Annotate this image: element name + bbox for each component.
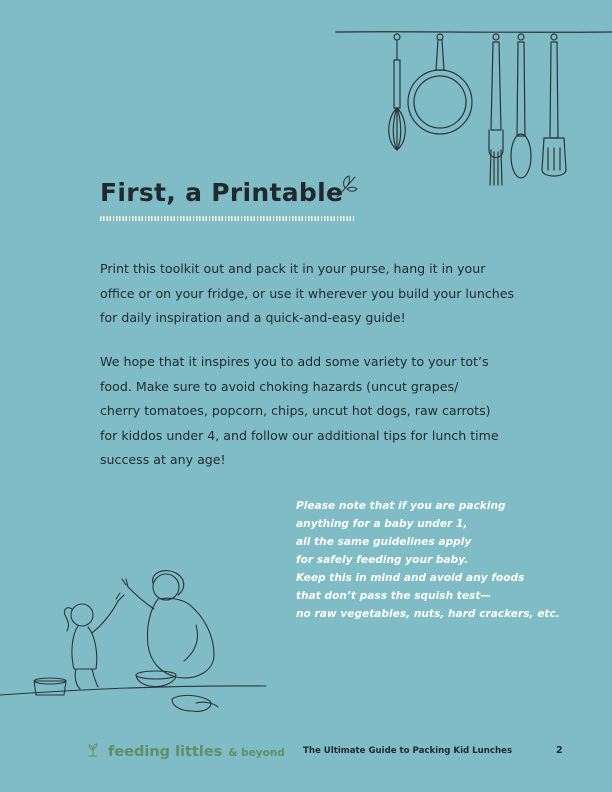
note-line: for safely feeding your baby. (296, 554, 469, 566)
paragraph-line: food. Make sure to avoid choking hazards (uncut grapes/ (100, 378, 459, 394)
footer-brand (86, 742, 285, 762)
page-title: First, a Printable (100, 178, 344, 207)
safety-paragraph (100, 350, 520, 473)
note-line: all the same guidelines apply (296, 536, 472, 548)
leaf-icon (334, 174, 358, 200)
page-number: 2 (556, 745, 563, 756)
note-line: no raw vegetables, nuts, hard crackers, etc. (296, 608, 560, 620)
note-line: anything for a baby under 1, (296, 518, 468, 530)
paragraph-line: Print this toolkit out and pack it in your purse, hang it in your (100, 261, 486, 276)
paragraph-line: success at any age! (100, 452, 226, 468)
sprout-logo-icon (86, 743, 100, 757)
footer-document-title: The Ultimate Guide to Packing Kid Lunches (303, 746, 513, 756)
baby-note (296, 497, 560, 623)
note-line: Please note that if you are packing (296, 500, 506, 512)
brand-name: feeding littles (108, 744, 223, 760)
parent-child-high-five-illustration (0, 565, 270, 725)
paragraph-line: We hope that it inspires you to add some variety to your tot’s (100, 354, 489, 369)
paragraph-line: cherry tomatoes, popcorn, chips, uncut hot dogs, raw carrots) (100, 403, 491, 419)
intro-paragraph (100, 257, 520, 331)
paragraph-line: for daily inspiration and a quick-and-easy guide! (100, 310, 406, 326)
note-line: Keep this in mind and avoid any foods (296, 572, 525, 584)
note-line: that don’t pass the squish test— (296, 590, 492, 602)
title-underline (100, 216, 356, 221)
paragraph-line: for kiddos under 4, and follow our additional tips for lunch time (100, 427, 499, 443)
brand-suffix: & beyond (228, 747, 285, 759)
paragraph-line: office or on your fridge, or use it wherever you build your lunches (100, 285, 515, 301)
kitchen-utensils-illustration (330, 20, 612, 190)
